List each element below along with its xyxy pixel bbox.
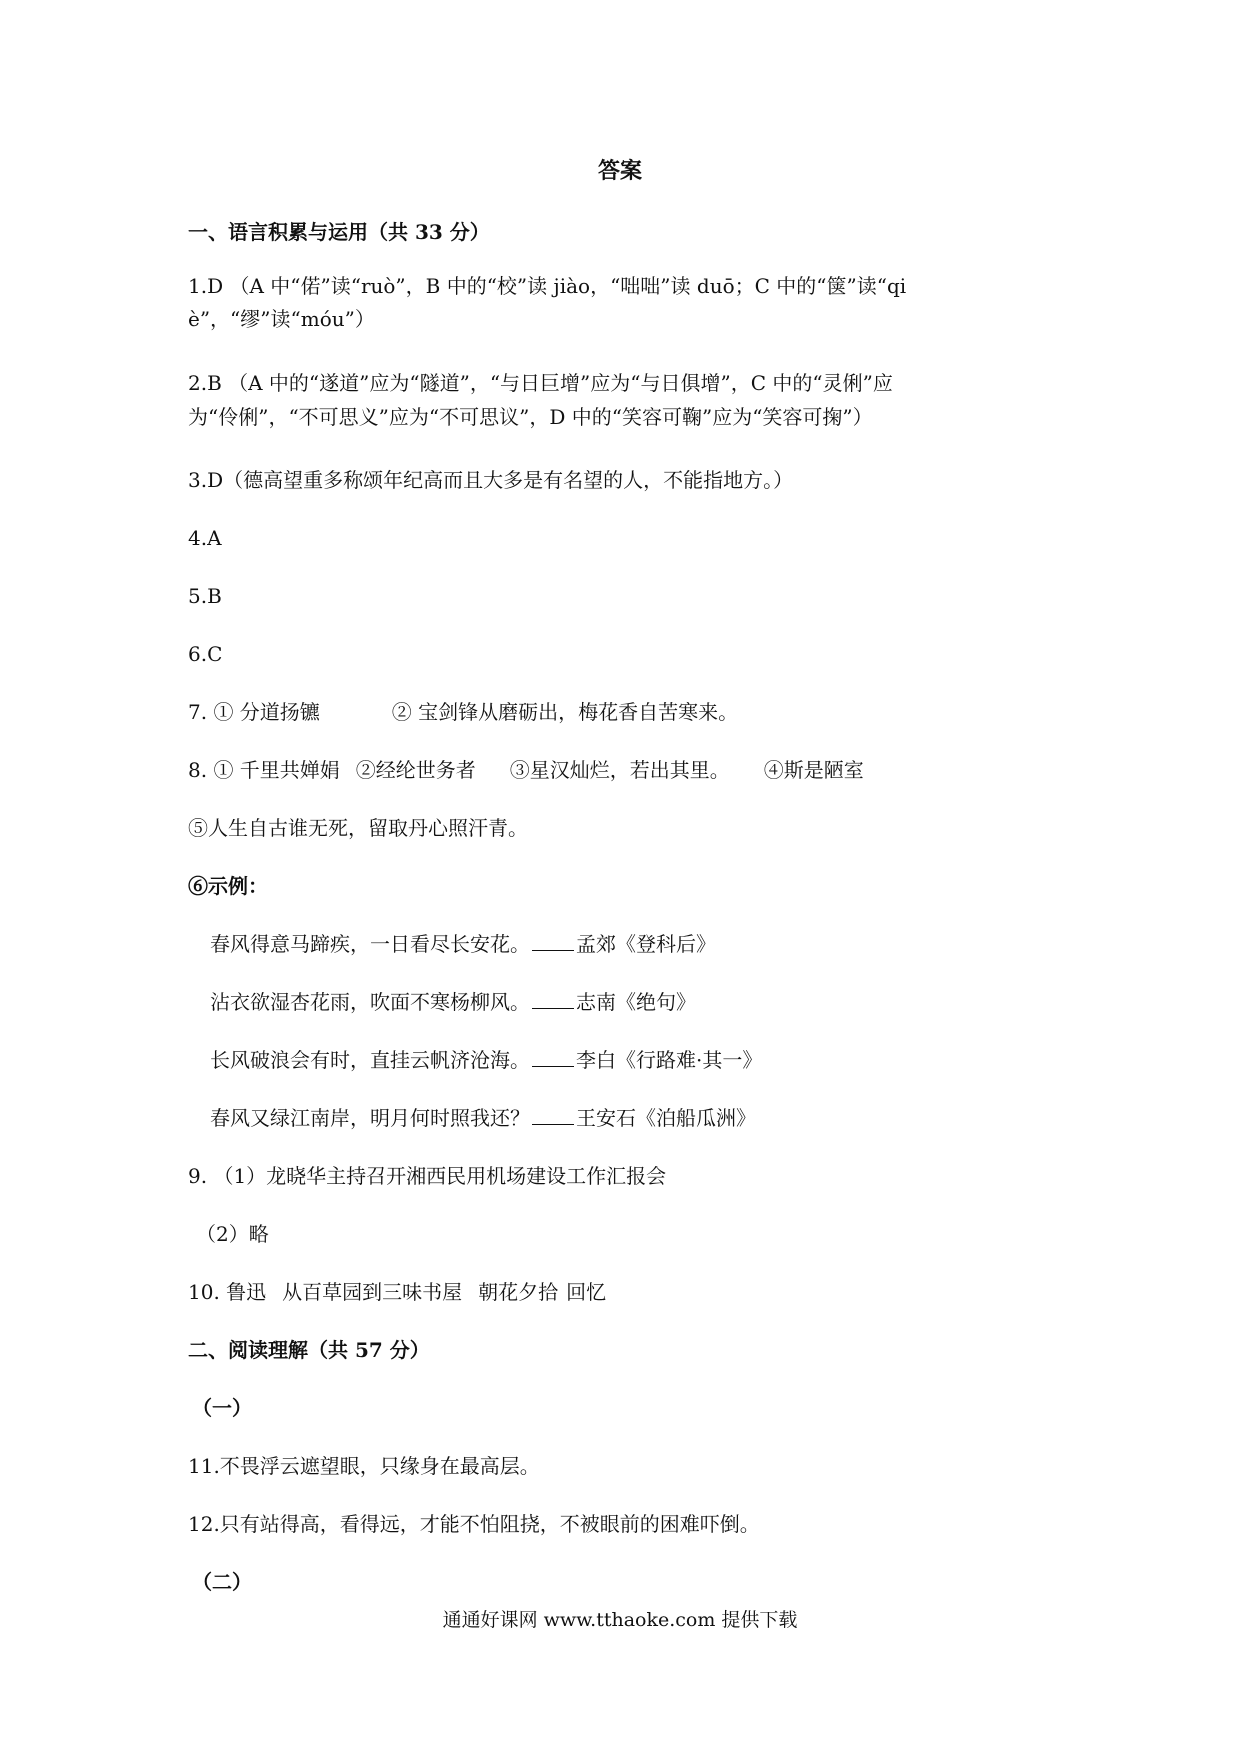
example-line xyxy=(210,1046,762,1074)
answer-8 xyxy=(188,756,864,784)
answer-8-part-c: ③星汉灿烂，若出其里。 xyxy=(509,758,730,782)
answer-4: 4.A xyxy=(188,526,222,550)
answer-7-part-a: 7. ① 分道扬镳 xyxy=(188,700,320,724)
answer-9-part-2: （2）略 xyxy=(196,1222,269,1246)
footer-source: 通通好课网 www.tthaoke.com 提供下载 xyxy=(442,1609,798,1631)
page-title: 答案 xyxy=(597,158,642,184)
example-source: 王安石《泊船瓜洲》 xyxy=(576,1106,756,1130)
example-blank xyxy=(532,1106,574,1125)
answer-11: 11.不畏浮云遮望眼，只缘身在最高层。 xyxy=(188,1454,540,1478)
example-blank xyxy=(532,932,574,951)
example-blank xyxy=(532,1048,574,1067)
answer-10-part-b: 从百草园到三味书屋 xyxy=(282,1280,463,1304)
example-line xyxy=(210,930,716,958)
answer-7-part-b: ② 宝剑锋从磨砺出，梅花香自苦寒来。 xyxy=(391,700,739,724)
answer-2-line-1: 2.B （A 中的“遂道”应为“隧道”，“与日巨增”应为“与日俱增”，C 中的“灵俐”应 xyxy=(188,371,893,395)
answer-1-line-2: è”，“缪”读“móu”） xyxy=(188,307,375,331)
example-blank xyxy=(532,990,574,1009)
example-line xyxy=(210,988,696,1016)
answer-7 xyxy=(188,698,738,726)
section2-part-2: （二） xyxy=(192,1570,252,1594)
answer-10 xyxy=(188,1278,606,1306)
answer-5: 5.B xyxy=(188,584,222,608)
answer-8-part-e: ⑤人生自古谁无死，留取丹心照汗青。 xyxy=(188,816,528,840)
answer-8-part-d: ④斯是陋室 xyxy=(763,758,864,782)
answer-6: 6.C xyxy=(188,642,223,666)
answer-10-part-a: 10. 鲁迅 xyxy=(188,1280,267,1304)
answer-1-line-1: 1.D （A 中“偌”读“ruò”，B 中的“校”读 jiào，“咄咄”读 duō；C 中的“箧”读“qi xyxy=(188,274,907,298)
answer-8-part-b: ②经纶世务者 xyxy=(355,758,476,782)
example-verse: 春风又绿江南岸，明月何时照我还？ xyxy=(210,1106,530,1130)
section1-heading: 一、语言积累与运用（共 33 分） xyxy=(188,220,490,244)
answer-8-part-a: 8. ① 千里共婵娟 xyxy=(188,758,340,782)
answer-8-example-label: ⑥示例： xyxy=(188,874,268,898)
example-line xyxy=(210,1104,756,1132)
answer-9-part-1: 9. （1）龙晓华主持召开湘西民用机场建设工作汇报会 xyxy=(188,1164,667,1188)
example-verse: 春风得意马蹄疾，一日看尽长安花。 xyxy=(210,932,530,956)
example-source: 志南《绝句》 xyxy=(576,990,696,1014)
answer-10-part-d: 回忆 xyxy=(566,1280,607,1304)
example-source: 李白《行路难·其一》 xyxy=(576,1048,763,1072)
example-verse: 沾衣欲湿杏花雨，吹面不寒杨柳风。 xyxy=(210,990,530,1014)
answer-3: 3.D（德高望重多称颂年纪高而且大多是有名望的人，不能指地方。） xyxy=(188,468,794,492)
example-source: 孟郊《登科后》 xyxy=(576,932,716,956)
answer-12: 12.只有站得高，看得远，才能不怕阻挠，不被眼前的困难吓倒。 xyxy=(188,1512,760,1536)
section2-part-1: （一） xyxy=(192,1396,252,1420)
answer-2-line-2: 为“伶俐”，“不可思义”应为“不可思议”，D 中的“笑容可鞠”应为“笑容可掬”） xyxy=(188,405,873,429)
answer-10-part-c: 朝花夕拾 xyxy=(478,1280,559,1304)
example-verse: 长风破浪会有时，直挂云帆济沧海。 xyxy=(210,1048,530,1072)
section2-heading: 二、阅读理解（共 57 分） xyxy=(188,1338,430,1362)
